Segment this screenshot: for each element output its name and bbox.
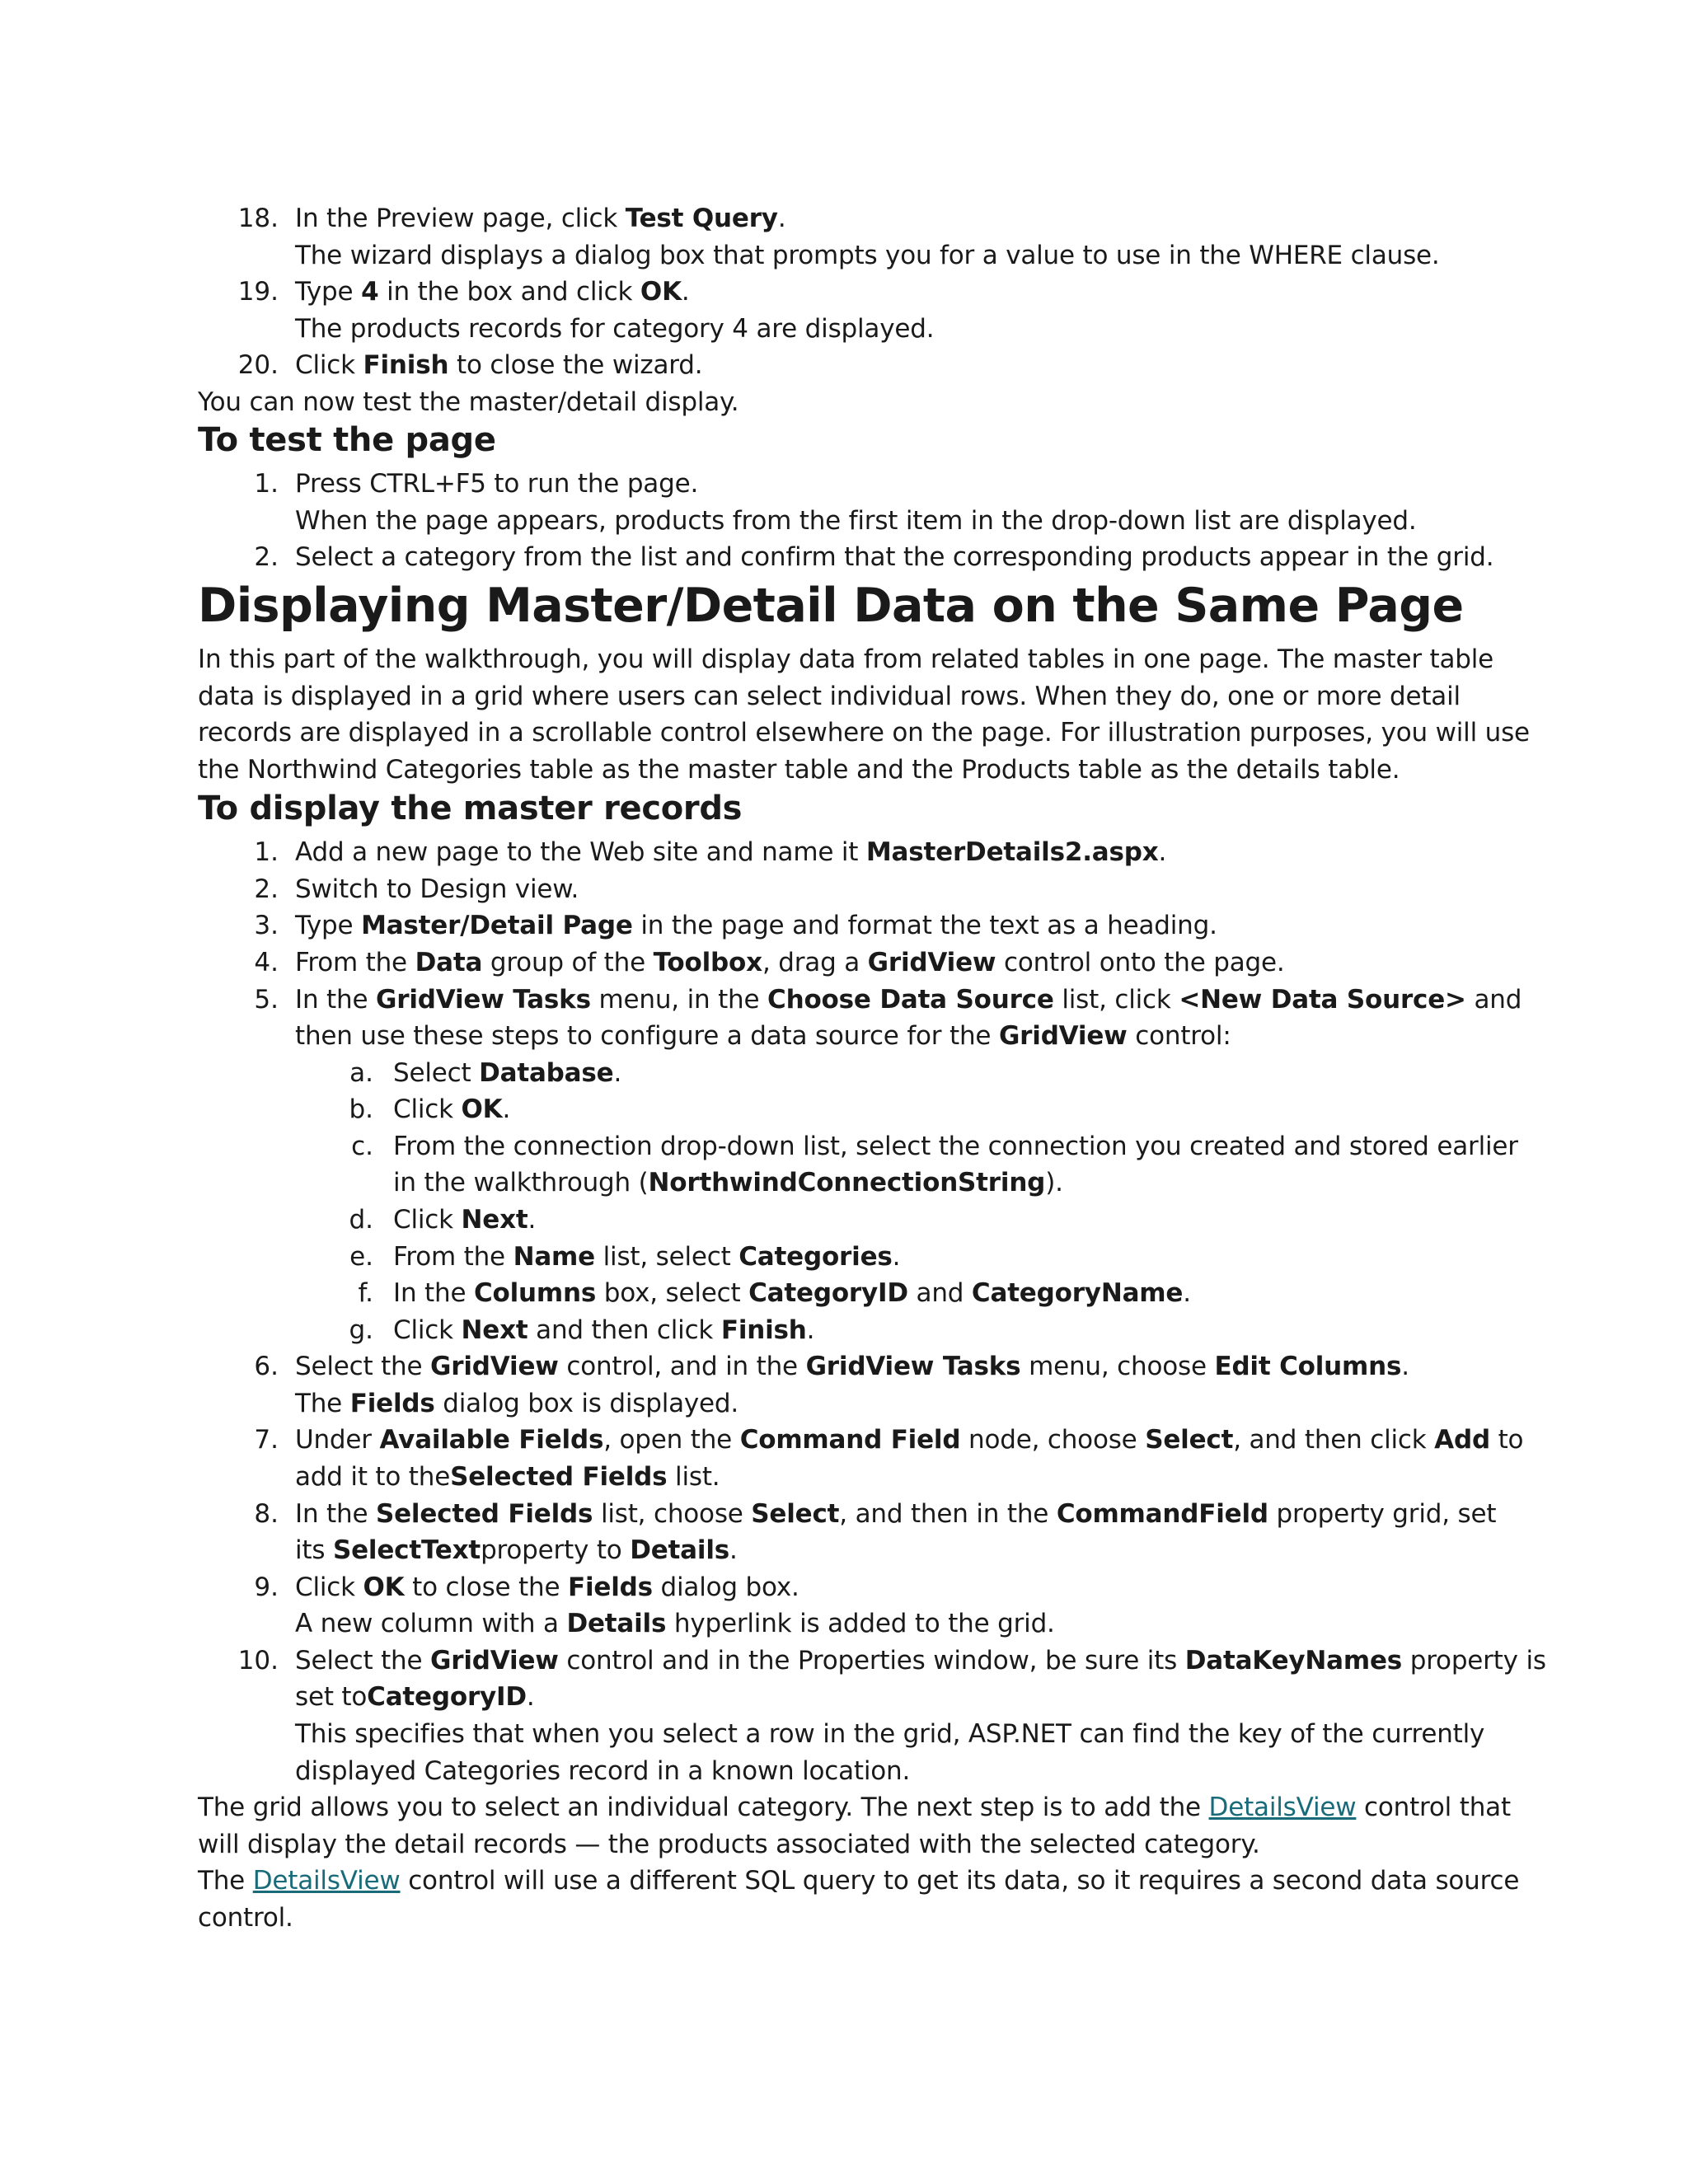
text-run: displayed Categories record in a known location. <box>295 1756 911 1786</box>
paragraph-line <box>198 1900 293 1936</box>
list-item-text <box>393 1055 621 1091</box>
text-run: To display the master records <box>198 790 743 827</box>
list-item-number: 4. <box>254 948 279 977</box>
bold-term: SelectText <box>332 1535 481 1565</box>
bold-term: Fields <box>567 1572 653 1602</box>
text-run: then use these steps to configure a data source for the <box>295 1021 999 1051</box>
text-run: To test the page <box>198 421 496 459</box>
list-item-text <box>295 347 702 383</box>
text-run: the Northwind Categories table as the master table and the Products table as the details table. <box>198 755 1400 785</box>
list-item-number: 20. <box>237 350 279 380</box>
text-run: Type <box>295 911 362 940</box>
text-run: A new column with a <box>295 1609 567 1638</box>
list-item-number: 3. <box>254 911 279 940</box>
paragraph-line <box>295 1753 910 1789</box>
detailsview-link[interactable]: DetailsView <box>1208 1793 1357 1822</box>
text-run: Select a category from the list and confirm that the corresponding products appear in the grid. <box>295 542 1494 572</box>
text-run: The <box>295 1389 350 1418</box>
text-run: control will use a different SQL query to get its data, so it requires a second data source <box>400 1866 1520 1896</box>
text-run: Click <box>295 350 363 380</box>
bold-term: Edit Columns <box>1214 1352 1402 1381</box>
text-run: will display the detail records — the products associated with the selected category. <box>198 1830 1260 1859</box>
text-run: set to <box>295 1682 368 1712</box>
paragraph-line <box>198 1789 1511 1825</box>
text-run: In the <box>295 1499 376 1529</box>
bold-term: GridView <box>867 948 996 977</box>
text-run: Type <box>295 277 362 307</box>
list-item-text <box>393 1312 814 1348</box>
list-item-text <box>295 1496 1496 1532</box>
list-item-text <box>295 466 698 502</box>
bold-term: Add <box>1434 1425 1490 1455</box>
text-run: in the box and click <box>378 277 640 307</box>
text-run: You can now test the master/detail display. <box>198 387 739 417</box>
text-run: The <box>198 1866 253 1896</box>
bold-term: Data <box>415 948 483 977</box>
bold-term: OK <box>461 1094 503 1124</box>
text-run: Select <box>393 1058 480 1088</box>
bold-term: Select <box>1145 1425 1234 1455</box>
text-run: property is <box>1402 1646 1546 1675</box>
list-item-number: 5. <box>254 985 279 1015</box>
bold-term: Details <box>566 1609 667 1638</box>
bold-term: Finish <box>720 1315 807 1345</box>
text-run: . <box>806 1315 815 1345</box>
text-run: control, and in the <box>558 1352 806 1381</box>
text-run: in the page and format the text as a heading. <box>632 911 1217 940</box>
text-run: . <box>681 277 690 307</box>
text-run: The products records for category 4 are displayed. <box>295 314 935 344</box>
list-item-number: 1. <box>254 469 279 499</box>
text-run: property grid, set <box>1268 1499 1497 1529</box>
text-run: From the <box>393 1242 513 1272</box>
text-run: . <box>502 1094 511 1124</box>
list-item-text <box>295 274 690 310</box>
list-item-number: 10. <box>237 1646 279 1675</box>
list-item-number: g. <box>349 1315 373 1345</box>
text-run: group of the <box>482 948 654 977</box>
text-run: Click <box>295 1572 363 1602</box>
text-run: list. <box>667 1462 720 1492</box>
text-run: control and in the Properties window, be sure its <box>558 1646 1185 1675</box>
text-run: Select the <box>295 1646 431 1675</box>
bold-term: Categories <box>738 1242 893 1272</box>
paragraph-line <box>295 1385 738 1422</box>
text-run: menu, choose <box>1020 1352 1215 1381</box>
paragraph-line <box>393 1165 1063 1201</box>
bold-term: <New Data Source> <box>1179 985 1466 1015</box>
bold-term: Test Query <box>625 204 778 233</box>
paragraph-line <box>198 1826 1260 1863</box>
bold-term: Select <box>751 1499 840 1529</box>
list-item-text <box>393 1202 536 1238</box>
paragraph-line <box>295 1716 1484 1752</box>
text-run: . <box>528 1205 537 1235</box>
list-item-number: a. <box>349 1058 373 1088</box>
text-run: In the <box>295 985 376 1015</box>
bold-term: Selected Fields <box>375 1499 593 1529</box>
list-item-number: 2. <box>254 542 279 572</box>
text-run: dialog box is displayed. <box>434 1389 739 1418</box>
text-run: to <box>1489 1425 1524 1455</box>
bold-term: 4 <box>361 277 379 307</box>
text-run: its <box>295 1535 333 1565</box>
bold-term: Command Field <box>739 1425 961 1455</box>
text-run: From the <box>295 948 415 977</box>
list-item-number: 6. <box>254 1352 279 1381</box>
text-run: Click <box>393 1205 462 1235</box>
bold-term: Master/Detail Page <box>361 911 633 940</box>
list-item-number: e. <box>349 1242 373 1272</box>
subsection-heading <box>198 419 496 462</box>
text-run: Click <box>393 1094 462 1124</box>
list-item-text <box>393 1091 510 1127</box>
list-item-text <box>295 982 1522 1018</box>
text-run: . <box>1401 1352 1409 1381</box>
paragraph-line <box>198 752 1400 788</box>
bold-term: Available Fields <box>379 1425 604 1455</box>
text-run: . <box>892 1242 901 1272</box>
list-item-text <box>393 1239 900 1275</box>
bold-term: Columns <box>473 1278 597 1308</box>
text-run: The grid allows you to select an individual category. The next step is to add the <box>198 1793 1209 1822</box>
bold-term: CategoryID <box>367 1682 527 1712</box>
text-run: Under <box>295 1425 380 1455</box>
text-run: to close the wizard. <box>448 350 703 380</box>
paragraph-line <box>295 503 1417 539</box>
text-run: hyperlink is added to the grid. <box>666 1609 1055 1638</box>
text-run: . <box>613 1058 622 1088</box>
text-run: . <box>729 1535 738 1565</box>
paragraph-line <box>198 384 738 420</box>
bold-term: Next <box>461 1315 528 1345</box>
text-run: add it to the <box>295 1462 451 1492</box>
text-run: . <box>1158 837 1167 867</box>
list-item-text <box>295 200 785 237</box>
list-item-text <box>295 1348 1409 1385</box>
bold-term: Finish <box>363 350 449 380</box>
text-run: Displaying Master/Detail Data on the Same Page <box>198 579 1464 633</box>
paragraph-line <box>198 715 1530 751</box>
text-run: In the <box>393 1278 474 1308</box>
text-run: Select the <box>295 1352 431 1381</box>
text-run: In the Preview page, click <box>295 204 626 233</box>
list-item-text <box>295 1569 799 1605</box>
list-item-text <box>295 834 1166 870</box>
bold-term: Toolbox <box>653 948 762 977</box>
paragraph-line <box>198 641 1493 677</box>
paragraph-line <box>198 1863 1519 1899</box>
text-run: Press CTRL+F5 to run the page. <box>295 469 699 499</box>
bold-term: GridView Tasks <box>375 985 591 1015</box>
text-run: . <box>777 204 786 233</box>
text-run: list, choose <box>593 1499 752 1529</box>
paragraph-line <box>295 1532 738 1568</box>
text-run: and <box>1465 985 1522 1015</box>
text-run: . <box>1183 1278 1191 1308</box>
text-run: control that <box>1356 1793 1511 1822</box>
list-item-text <box>295 539 1493 575</box>
list-item-number: 9. <box>254 1572 279 1602</box>
text-run: records are displayed in a scrollable control elsewhere on the page. For illustration purposes, you will use <box>198 718 1530 748</box>
text-run: list, select <box>594 1242 739 1272</box>
bold-term: GridView Tasks <box>805 1352 1021 1381</box>
list-item-number: 1. <box>254 837 279 867</box>
bold-term: CommandField <box>1056 1499 1268 1529</box>
list-item-number: 19. <box>237 277 279 307</box>
bold-term: NorthwindConnectionString <box>648 1168 1046 1197</box>
text-run: This specifies that when you select a row in the grid, ASP.NET can find the key of the currently <box>295 1719 1485 1749</box>
paragraph-line <box>295 1018 1231 1054</box>
list-item-text <box>295 1422 1523 1458</box>
list-item-text <box>295 907 1217 944</box>
paragraph-line <box>295 1459 720 1495</box>
bold-term: Choose Data Source <box>767 985 1054 1015</box>
bold-term: DataKeyNames <box>1184 1646 1403 1675</box>
bold-term: CategoryName <box>971 1278 1184 1308</box>
text-run: dialog box. <box>652 1572 799 1602</box>
text-run: control: <box>1127 1021 1231 1051</box>
list-item-text <box>295 1643 1546 1679</box>
bold-term: CategoryID <box>748 1278 908 1308</box>
text-run: Switch to Design view. <box>295 874 579 904</box>
list-item-text <box>393 1128 1518 1165</box>
text-run: menu, in the <box>590 985 768 1015</box>
section-heading <box>198 577 1464 635</box>
paragraph-line <box>295 311 934 347</box>
text-run: In this part of the walkthrough, you will display data from related tables in one page. The master table <box>198 644 1494 674</box>
text-run: Click <box>393 1315 462 1345</box>
text-run: and then click <box>528 1315 721 1345</box>
list-item-number: d. <box>349 1205 373 1235</box>
text-run: The wizard displays a dialog box that prompts you for a value to use in the WHERE clause. <box>295 241 1440 270</box>
paragraph-line <box>295 1605 1055 1642</box>
list-item-text <box>295 871 579 907</box>
text-run: data is displayed in a grid where users can select individual rows. When they do, one or more detail <box>198 682 1461 711</box>
bold-term: Fields <box>349 1389 435 1418</box>
text-run: , drag a <box>762 948 868 977</box>
text-run: Add a new page to the Web site and name it <box>295 837 866 867</box>
text-run: , and then in the <box>839 1499 1057 1529</box>
list-item-number: 2. <box>254 874 279 904</box>
bold-term: OK <box>640 277 682 307</box>
text-run: property to <box>481 1535 631 1565</box>
bold-term: GridView <box>998 1021 1128 1051</box>
text-run: in the walkthrough ( <box>393 1168 649 1197</box>
list-item-text <box>393 1275 1191 1311</box>
subsection-heading <box>198 787 742 830</box>
list-item-number: 18. <box>237 204 279 233</box>
text-run: , and then click <box>1233 1425 1435 1455</box>
bold-term: OK <box>363 1572 405 1602</box>
text-run: ). <box>1045 1168 1063 1197</box>
detailsview-link[interactable]: DetailsView <box>252 1866 401 1896</box>
paragraph-line <box>295 237 1440 274</box>
list-item-number: c. <box>351 1132 373 1161</box>
bold-term: MasterDetails2.aspx <box>865 837 1159 867</box>
list-item-text <box>295 944 1285 981</box>
bold-term: Next <box>461 1205 528 1235</box>
text-run: and <box>907 1278 972 1308</box>
text-run: box, select <box>596 1278 749 1308</box>
text-run: , open the <box>603 1425 740 1455</box>
text-run: From the connection drop-down list, select the connection you created and stored earlier <box>393 1132 1518 1161</box>
bold-term: Selected Fields <box>450 1462 668 1492</box>
bold-term: Name <box>513 1242 595 1272</box>
bold-term: Database <box>479 1058 614 1088</box>
bold-term: GridView <box>430 1646 559 1675</box>
paragraph-line <box>198 678 1461 715</box>
text-run: control. <box>198 1903 293 1933</box>
text-run: . <box>526 1682 535 1712</box>
bold-term: Details <box>630 1535 730 1565</box>
list-item-number: b. <box>349 1094 373 1124</box>
list-item-number: 8. <box>254 1499 279 1529</box>
paragraph-line <box>295 1679 535 1715</box>
text-run: When the page appears, products from the first item in the drop-down list are displayed. <box>295 506 1417 536</box>
text-run: list, click <box>1053 985 1179 1015</box>
text-run: control onto the page. <box>996 948 1285 977</box>
list-item-number: f. <box>358 1278 373 1308</box>
text-run: to close the <box>404 1572 568 1602</box>
bold-term: GridView <box>430 1352 559 1381</box>
text-run: node, choose <box>960 1425 1146 1455</box>
list-item-number: 7. <box>254 1425 279 1455</box>
